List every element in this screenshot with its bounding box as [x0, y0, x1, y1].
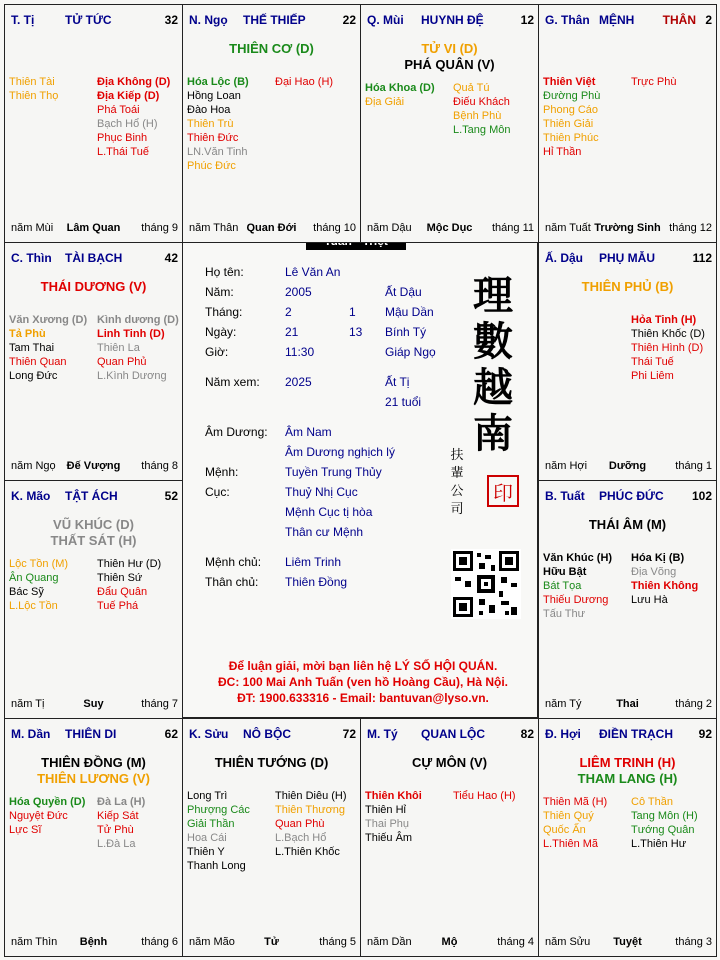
calligraphy-char-1: 理	[473, 272, 513, 319]
palace-name: TẬT ÁCH	[65, 489, 118, 503]
minor-stars-left	[9, 557, 68, 613]
than-cu: Thân cư Mệnh	[285, 525, 364, 539]
palace-name: PHỤ MẪU	[599, 251, 655, 265]
minor-star: Hữu Bật	[543, 566, 587, 578]
truong-sinh-stage: Đế Vượng	[66, 460, 121, 472]
tieu-han-year: năm Mão	[189, 936, 235, 948]
minor-star: L.Tang Môn	[453, 124, 511, 136]
major-star: THIÊN ĐỒNG (M)	[41, 755, 146, 770]
nguyet-han-month: tháng 1	[675, 460, 712, 472]
palace-name: QUAN LỘC	[421, 727, 485, 741]
palace-branch: K. Sửu	[189, 727, 229, 741]
calligraphy-char-2: 數	[473, 318, 513, 365]
minor-stars-left	[9, 795, 85, 837]
minor-stars-left	[365, 789, 422, 845]
truong-sinh-stage: Tuyệt	[613, 936, 642, 948]
minor-star: L.Thiên Mã	[543, 838, 599, 850]
palace-name: MỆNH	[599, 13, 635, 27]
minor-stars-right	[631, 795, 698, 851]
palace-name: HUYNH ĐỆ	[421, 13, 484, 27]
minor-star: Hồng Loan	[187, 90, 241, 102]
than-marker: THÂN	[662, 13, 696, 27]
minor-star: L.Thiên Khốc	[275, 846, 340, 858]
minor-star: Hoa Cái	[187, 832, 227, 844]
menh-label: Mệnh:	[205, 465, 239, 479]
ngay-am-lich: 13	[349, 325, 363, 339]
major-star: THIÊN PHỦ (B)	[581, 279, 674, 294]
tieu-han-year: năm Thân	[189, 222, 239, 234]
small-mark-char-1: 扶	[450, 448, 464, 463]
minor-star: Thiên Phúc	[543, 132, 599, 144]
minor-star: Đẩu Quân	[97, 586, 148, 598]
minor-star: Phá Toái	[97, 104, 140, 116]
palace-name: PHÚC ĐỨC	[599, 489, 664, 503]
major-star: THÁI ÂM (M)	[588, 517, 667, 532]
minor-star: Bệnh Phù	[453, 110, 502, 122]
minor-star: Nguyệt Đức	[9, 810, 68, 822]
truong-sinh-stage: Mộ	[441, 936, 458, 948]
minor-star: Giải Thần	[187, 818, 235, 830]
palace-dan[interactable]	[4, 718, 183, 957]
major-star: THIÊN CƠ (D)	[229, 41, 314, 56]
minor-star: Thiên Sứ	[97, 572, 143, 584]
palace-thin[interactable]	[4, 242, 183, 481]
dai-han-number: 2	[705, 13, 712, 27]
minor-star: Phượng Các	[187, 804, 250, 816]
tieu-han-year: năm Tị	[11, 698, 45, 710]
minor-star: Điếu Khách	[453, 96, 510, 108]
qr-code-icon	[451, 549, 521, 619]
minor-star: Lực Sĩ	[9, 824, 42, 836]
thang-can-chi: Mậu Dần	[385, 305, 434, 319]
major-star: LIÊM TRINH (H)	[579, 755, 676, 770]
truong-sinh-stage: Trường Sinh	[594, 222, 661, 234]
truong-sinh-stage: Quan Đới	[246, 222, 297, 234]
gio-label: Giờ:	[205, 345, 229, 359]
palace-header	[183, 13, 360, 31]
palace-footer	[539, 460, 716, 474]
minor-star: Tiểu Hao (H)	[453, 790, 516, 802]
nguyet-han-month: tháng 5	[319, 936, 356, 948]
nguyet-han-month: tháng 4	[497, 936, 534, 948]
truong-sinh-stage: Thai	[616, 698, 639, 710]
palace-mao[interactable]	[4, 480, 183, 719]
palace-header	[5, 489, 182, 507]
minor-stars-left	[9, 75, 58, 103]
palace-mui[interactable]	[360, 4, 539, 243]
gio-can-chi: Giáp Ngọ	[385, 345, 436, 359]
tieu-han-year: năm Dần	[367, 936, 412, 948]
than-chu-value: Thiên Đồng	[285, 575, 348, 589]
minor-star: Bát Tọa	[543, 580, 582, 592]
thang-duong-lich: 2	[285, 305, 292, 319]
center-info-panel	[182, 242, 538, 718]
palace-footer	[5, 222, 182, 236]
minor-star: Thiên La	[97, 342, 140, 354]
minor-star: Bác Sỹ	[9, 586, 44, 598]
major-star: THIÊN LƯƠNG (V)	[37, 771, 150, 786]
minor-star: Đường Phù	[543, 90, 601, 102]
ho-ten-value: Lê Văn An	[285, 265, 341, 279]
minor-star: Thiên Quan	[9, 356, 67, 368]
minor-star: Thiên Khôi	[365, 790, 422, 802]
minor-star: L.Bạch Hổ	[275, 832, 327, 844]
minor-stars-right	[453, 81, 510, 137]
thang-am-lich: 1	[349, 305, 356, 319]
major-star: THAM LANG (H)	[577, 771, 678, 786]
minor-star: Cô Thần	[631, 796, 673, 808]
minor-star: Đại Hao (H)	[275, 76, 334, 88]
menh-chu-label: Mệnh chủ:	[205, 555, 262, 569]
qr-code[interactable]	[451, 549, 521, 619]
minor-star: Phục Binh	[97, 132, 148, 144]
minor-stars-right	[97, 557, 161, 613]
minor-star: Long Trì	[187, 790, 228, 802]
dai-han-number: 22	[342, 13, 356, 27]
am-duong-ly: Âm Dương nghịch lý	[285, 445, 395, 459]
dai-han-number: 42	[164, 251, 178, 265]
palace-branch: Ấ. Dậu	[545, 251, 584, 265]
minor-star: Quả Tú	[453, 82, 490, 94]
minor-star: Trực Phù	[631, 76, 677, 88]
tieu-han-year: năm Hợi	[545, 460, 588, 472]
palace-footer	[361, 222, 538, 236]
palace-branch: Đ. Hợi	[545, 727, 581, 741]
palace-than[interactable]	[538, 4, 717, 243]
palace-footer	[5, 698, 182, 712]
palace-branch: N. Ngọ	[189, 13, 228, 27]
ngay-duong-lich: 21	[285, 325, 299, 339]
major-star: VŨ KHÚC (D)	[53, 517, 134, 532]
palace-header	[361, 727, 538, 745]
minor-star: Thái Tuế	[631, 356, 674, 368]
minor-star: Quan Phủ	[97, 356, 147, 368]
minor-star: LN.Văn Tinh	[187, 146, 248, 158]
ngay-label: Ngày:	[205, 325, 237, 339]
palace-tuat[interactable]	[538, 480, 717, 719]
minor-stars-left	[187, 75, 249, 173]
tieu-han-year: năm Ngọ	[11, 460, 56, 472]
minor-star: Đào Hoa	[187, 104, 231, 116]
am-duong-label: Âm Dương:	[205, 425, 268, 439]
contact-phone-email[interactable]: ĐT: 1900.633316 - Email: bantuvan@lyso.vn.	[237, 691, 489, 705]
minor-star: Hỏa Tinh (H)	[631, 314, 697, 326]
palace-name: THẾ THIẾP	[243, 13, 306, 27]
dai-han-number: 32	[164, 13, 178, 27]
minor-star: Thiên Tài	[9, 76, 55, 88]
small-mark-char-2: 輩	[450, 466, 464, 481]
nguyet-han-month: tháng 6	[141, 936, 178, 948]
gio-value: 11:30	[285, 345, 315, 359]
minor-stars-left	[543, 795, 607, 851]
truong-sinh-stage: Mộc Dục	[426, 222, 473, 234]
minor-star: L.Thái Tuế	[97, 146, 149, 158]
nguyet-han-month: tháng 11	[491, 222, 534, 234]
minor-star: Tuế Phá	[97, 600, 139, 612]
minor-star: Hóa Kị (B)	[631, 552, 685, 564]
minor-star: Bạch Hổ (H)	[97, 118, 158, 130]
minor-star: Hóa Quyền (D)	[9, 796, 86, 808]
dai-han-number: 52	[164, 489, 178, 503]
minor-star: Thiên Hình (D)	[631, 342, 704, 354]
minor-stars-right	[631, 313, 705, 383]
nguyet-han-month: tháng 10	[313, 222, 356, 234]
minor-star: Tang Môn (H)	[631, 810, 698, 822]
palace-header	[539, 251, 716, 269]
minor-star: Thiên Khốc (D)	[631, 328, 705, 340]
major-star: THÁI DƯƠNG (V)	[40, 279, 147, 294]
palace-branch: B. Tuất	[545, 489, 585, 503]
truong-sinh-stage: Suy	[83, 698, 104, 710]
palace-header	[183, 727, 360, 745]
palace-name: TÀI BẠCH	[65, 251, 123, 265]
minor-star: Phúc Đức	[187, 160, 236, 172]
minor-star: Quốc Ấn	[543, 824, 586, 836]
palace-header	[539, 489, 716, 507]
cuc-value: Thuỷ Nhị Cục	[285, 485, 358, 499]
minor-star: Hóa Khoa (D)	[365, 82, 435, 94]
dai-han-number: 12	[520, 13, 534, 27]
nam-xem-label: Năm xem:	[205, 375, 260, 389]
nguyet-han-month: tháng 8	[141, 460, 178, 472]
minor-star: Hỉ Thần	[543, 146, 582, 158]
nguyet-han-month: tháng 12	[669, 222, 712, 234]
minor-star: Lưu Hà	[631, 594, 668, 606]
menh-value: Tuyền Trung Thủy	[285, 465, 382, 479]
major-star: CỰ MÔN (V)	[411, 755, 488, 770]
palace-dau[interactable]	[538, 242, 717, 481]
than-chu-label: Thân chủ:	[205, 575, 259, 589]
minor-star: Địa Không (D)	[97, 76, 171, 88]
red-seal	[487, 475, 519, 507]
palace-branch: C. Thìn	[11, 251, 52, 265]
palace-branch: M. Dần	[11, 727, 51, 741]
nam-value: 2005	[285, 285, 312, 299]
nguyet-han-month: tháng 3	[675, 936, 712, 948]
minor-stars-right	[453, 789, 516, 803]
palace-header	[5, 13, 182, 31]
palace-branch: Q. Mùi	[367, 13, 404, 27]
minor-star: L.Lộc Tồn	[9, 600, 58, 612]
minor-star: Thiên Thương	[275, 804, 346, 816]
minor-stars-right	[97, 795, 145, 851]
minor-star: Thiếu Âm	[365, 832, 413, 844]
minor-star: Hóa Lộc (B)	[187, 76, 249, 88]
minor-star: Thiên Không	[631, 580, 699, 592]
minor-star: L.Thiên Hư	[631, 838, 687, 850]
minor-star: Kiếp Sát	[97, 810, 139, 822]
palace-ty[interactable]	[360, 718, 539, 957]
nguyet-han-month: tháng 2	[675, 698, 712, 710]
minor-stars-left	[187, 789, 250, 873]
tieu-han-year: năm Tuất	[545, 222, 591, 234]
minor-star: Thiên Việt	[543, 76, 596, 88]
tieu-han-year: năm Mùi	[11, 222, 54, 234]
dai-han-number: 112	[692, 251, 712, 265]
menh-chu-value: Liêm Trinh	[285, 555, 342, 569]
major-star: TỬ VI (D)	[421, 41, 478, 56]
palace-footer	[183, 222, 360, 236]
minor-star: Địa Giải	[365, 96, 405, 108]
small-mark-char-3: 公	[450, 484, 464, 499]
minor-star: Thiên Hư (D)	[97, 558, 162, 570]
dai-han-number: 102	[691, 489, 712, 503]
minor-star: Văn Khúc (H)	[543, 552, 613, 564]
tieu-han-year: năm Dậu	[367, 222, 412, 234]
minor-star: Kình dương (D)	[97, 314, 179, 326]
minor-star: Tướng Quân	[631, 824, 695, 836]
minor-star: Địa Võng	[631, 566, 677, 578]
nam-label: Năm:	[205, 285, 234, 299]
minor-star: Lộc Tồn (M)	[9, 558, 69, 570]
palace-footer	[539, 222, 716, 236]
minor-stars-right	[631, 551, 698, 607]
palace-footer	[183, 936, 360, 950]
minor-star: Địa Kiếp (D)	[97, 90, 160, 102]
tieu-han-year: năm Tý	[545, 698, 582, 710]
palace-ngo[interactable]	[182, 4, 361, 243]
seal-char: 印	[493, 481, 513, 505]
minor-stars-right	[631, 75, 676, 89]
palace-header	[361, 13, 538, 31]
minor-star: Thiên Thọ	[9, 90, 59, 102]
palace-header	[539, 727, 716, 745]
palace-name: ĐIỀN TRẠCH	[599, 727, 673, 741]
minor-star: Tấu Thư	[543, 608, 586, 620]
tuoi-value: 21 tuổi	[385, 395, 422, 409]
calligraphy-char-3: 越	[473, 364, 513, 411]
palace-header	[5, 251, 182, 269]
palace-branch: K. Mão	[11, 489, 51, 503]
minor-star: Thiên Quý	[543, 810, 594, 822]
palace-footer	[539, 698, 716, 712]
calligraphy-logo	[463, 273, 523, 457]
ngay-can-chi: Bính Tý	[385, 325, 427, 339]
minor-star: Thai Phụ	[365, 818, 410, 830]
palace-hoi[interactable]	[538, 718, 717, 957]
palace-footer	[5, 936, 182, 950]
minor-stars-left	[543, 75, 600, 159]
minor-star: Tả Phù	[9, 328, 46, 340]
minor-star: Thiên Trù	[187, 118, 234, 130]
minor-star: Quan Phù	[275, 818, 325, 830]
tieu-han-year: năm Sửu	[545, 936, 591, 948]
thang-label: Tháng:	[205, 305, 243, 319]
minor-star: Phong Cáo	[543, 104, 599, 116]
truong-sinh-stage: Lâm Quan	[66, 222, 121, 234]
nguyet-han-month: tháng 7	[141, 698, 178, 710]
palace-branch: M. Tý	[367, 727, 398, 741]
truong-sinh-stage: Tử	[264, 936, 279, 948]
minor-star: Tử Phù	[97, 824, 134, 836]
dai-han-number: 72	[342, 727, 356, 741]
minor-star: L.Đà La	[97, 838, 136, 850]
nam-xem-value: 2025	[285, 375, 312, 389]
palace-header	[539, 13, 716, 31]
minor-stars-left	[543, 551, 612, 621]
palace-name: TỬ TỨC	[65, 13, 112, 27]
nam-xem-can-chi: Ất Tị	[385, 375, 410, 389]
major-star: THẤT SÁT (H)	[50, 533, 137, 548]
nguyet-han-month: tháng 9	[141, 222, 178, 234]
minor-stars-right	[97, 313, 179, 383]
dai-han-number: 82	[520, 727, 534, 741]
palace-header	[5, 727, 182, 745]
minor-star: Thiếu Dương	[543, 594, 609, 606]
minor-stars-right	[275, 789, 347, 859]
palace-name: THIÊN DI	[65, 727, 117, 741]
calligraphy-char-4: 南	[473, 410, 513, 457]
palace-branch: G. Thân	[545, 13, 590, 27]
truong-sinh-stage: Dưỡng	[608, 460, 647, 472]
cuc-label: Cục:	[205, 485, 230, 499]
dai-han-number: 62	[164, 727, 178, 741]
dai-han-number: 92	[698, 727, 712, 741]
palace-suu[interactable]	[182, 718, 361, 957]
contact-line-1: Để luận giải, mời bạn liên hệ LÝ SỐ HỘI QUÁN.	[228, 659, 498, 673]
ho-ten-label: Họ tên:	[205, 265, 244, 279]
minor-star: Thiên Y	[187, 846, 225, 858]
palace-footer	[539, 936, 716, 950]
cuc-relation: Mệnh Cục tị hòa	[285, 505, 373, 519]
contact-address: ĐC: 100 Mai Anh Tuấn (ven hồ Hoàng Cầu), Hà Nội.	[217, 675, 508, 689]
minor-star: Tam Thai	[9, 342, 55, 354]
minor-star: Linh Tinh (D)	[97, 328, 165, 340]
small-mark-char-4: 司	[450, 502, 464, 517]
palace-name: NÔ BỘC	[243, 727, 291, 741]
major-star: PHÁ QUÂN (V)	[404, 57, 495, 72]
minor-stars-left	[365, 81, 435, 109]
palace-footer	[361, 936, 538, 950]
minor-star: Thanh Long	[187, 860, 246, 872]
minor-star: Ân Quang	[9, 572, 59, 584]
minor-stars-left	[9, 313, 87, 383]
minor-star: L.Kình Dương	[97, 370, 167, 382]
minor-star: Thiên Mã (H)	[543, 796, 608, 808]
minor-star: Đà La (H)	[97, 796, 146, 808]
tieu-han-year: năm Thìn	[11, 936, 58, 948]
small-mark	[449, 447, 465, 519]
minor-stars-right	[97, 75, 170, 159]
truong-sinh-stage: Bệnh	[79, 936, 108, 948]
minor-stars-right	[275, 75, 333, 89]
minor-star: Thiên Hỉ	[365, 804, 406, 816]
minor-star: Văn Xương (D)	[9, 314, 88, 326]
minor-star: Thiên Đức	[187, 132, 239, 144]
minor-star: Thiên Diêu (H)	[275, 790, 347, 802]
nam-can-chi: Ất Dậu	[385, 285, 422, 299]
minor-star: Thiên Giải	[543, 118, 594, 130]
minor-star: Long Đức	[9, 370, 58, 382]
palace-branch: T. Tị	[11, 13, 35, 27]
minor-star: Phi Liêm	[631, 370, 674, 382]
palace-ti[interactable]	[4, 4, 183, 243]
am-duong-value: Âm Nam	[285, 425, 332, 439]
major-star: THIÊN TƯỚNG (D)	[214, 755, 329, 770]
palace-footer	[5, 460, 182, 474]
